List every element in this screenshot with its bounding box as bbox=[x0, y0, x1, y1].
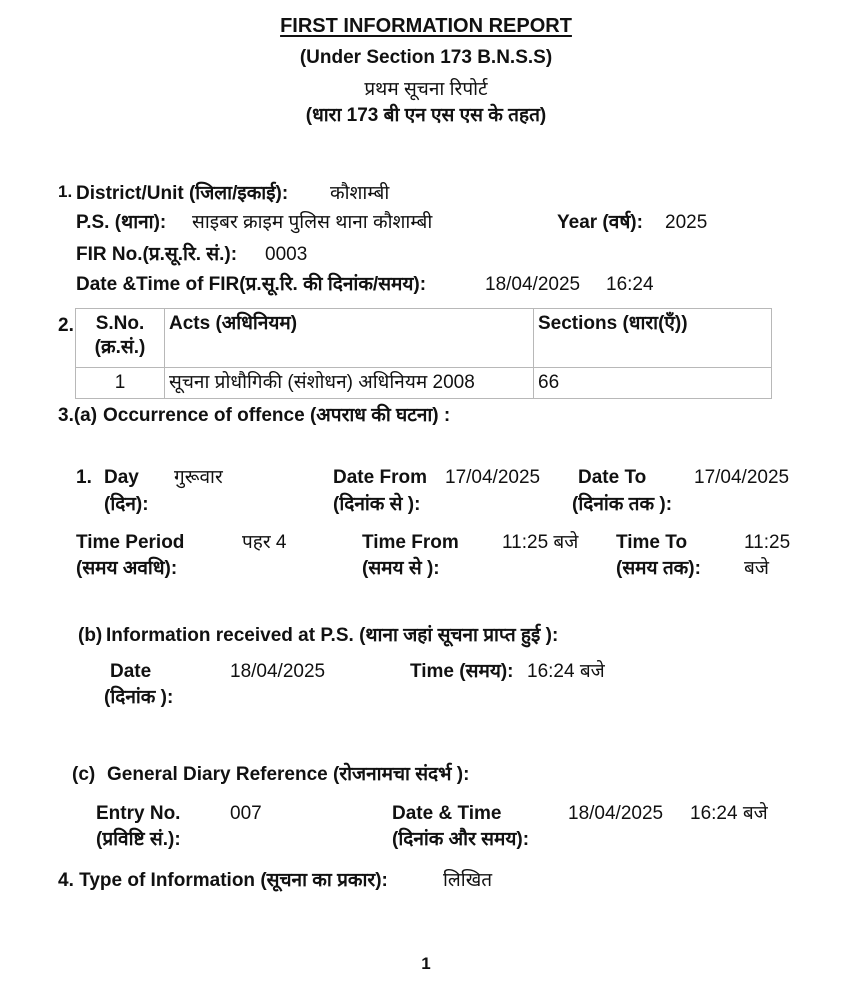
section-1-number: 1. bbox=[58, 182, 73, 201]
year-label: Year (वर्ष): bbox=[557, 212, 643, 233]
received-date-value: 18/04/2025 bbox=[230, 661, 326, 682]
section-3a-label: 3.(a) bbox=[58, 405, 98, 426]
date-to-label-hindi: (दिनांक तक ): bbox=[572, 494, 673, 515]
page-number: 1 bbox=[421, 954, 431, 973]
col-header-sections: Sections (धारा(एँ)) bbox=[534, 309, 772, 368]
report-subtitle: (Under Section 173 B.N.S.S) bbox=[299, 47, 553, 68]
fir-time-value: 16:24 bbox=[606, 274, 654, 295]
time-period-label-hindi: (समय अवधि): bbox=[76, 558, 178, 579]
gd-datetime-label: Date & Time bbox=[392, 803, 502, 824]
received-date-label: Date bbox=[110, 661, 152, 682]
col-header-acts: Acts (अधिनियम) bbox=[165, 309, 534, 368]
fir-number-label: FIR No.(प्र.सू.रि. सं.): bbox=[76, 244, 238, 265]
acts-table bbox=[75, 308, 772, 399]
time-from-label-hindi: (समय से ): bbox=[362, 558, 440, 579]
table-header-row bbox=[76, 309, 772, 368]
gd-date-value: 18/04/2025 bbox=[568, 803, 664, 824]
time-to-label: Time To bbox=[616, 532, 688, 553]
time-from-label: Time From bbox=[362, 532, 459, 553]
entry-number-label-hindi: (प्रविष्टि सं.): bbox=[96, 829, 181, 850]
cell-sno: 1 bbox=[76, 368, 165, 399]
time-to-value-unit: बजे bbox=[744, 558, 769, 579]
gd-reference-heading: General Diary Reference (रोजनामचा संदर्भ ): bbox=[107, 764, 470, 785]
time-to-label-hindi: (समय तक): bbox=[616, 558, 701, 579]
date-from-label: Date From bbox=[333, 467, 427, 488]
section-2-number: 2. bbox=[58, 315, 74, 336]
report-subtitle-hindi: (धारा 173 बी एन एस एस के तहत) bbox=[305, 105, 547, 126]
received-time-label: Time (समय): bbox=[410, 661, 514, 682]
information-type-value: लिखित bbox=[443, 870, 493, 891]
col-header-sno-text: S.No. (क्र.सं.) bbox=[94, 313, 146, 358]
fir-date-value: 18/04/2025 bbox=[485, 274, 581, 295]
police-station-value: साइबर क्राइम पुलिस थाना कौशाम्बी bbox=[192, 212, 433, 233]
police-station-label: P.S. (थाना): bbox=[76, 212, 167, 233]
date-from-label-hindi: (दिनांक से ): bbox=[333, 494, 421, 515]
received-time-value: 16:24 बजे bbox=[527, 661, 605, 682]
time-from-value: 11:25 बजे bbox=[502, 532, 579, 553]
section-3c-label: (c) bbox=[72, 764, 96, 785]
date-from-value: 17/04/2025 bbox=[445, 467, 541, 488]
report-title: FIRST INFORMATION REPORT bbox=[280, 15, 572, 37]
cell-act: सूचना प्रोधौगिकी (संशोधन) अधिनियम 2008 bbox=[165, 368, 534, 399]
col-header-sno bbox=[76, 309, 165, 368]
cell-section: 66 bbox=[534, 368, 772, 399]
info-received-heading: Information received at P.S. (थाना जहां सूचना प्राप्त हुई ): bbox=[106, 625, 559, 646]
gd-datetime-label-hindi: (दिनांक और समय): bbox=[392, 829, 530, 850]
fir-number-value: 0003 bbox=[265, 244, 308, 265]
time-to-value: 11:25 bbox=[744, 532, 791, 553]
date-to-value: 17/04/2025 bbox=[694, 467, 790, 488]
occurrence-item-number: 1. bbox=[76, 467, 92, 488]
section-3b-label: (b) bbox=[78, 625, 103, 646]
report-title-hindi: प्रथम सूचना रिपोर्ट bbox=[364, 79, 488, 100]
occurrence-heading: Occurrence of offence (अपराध की घटना) : bbox=[103, 405, 451, 426]
entry-number-value: 007 bbox=[230, 803, 262, 824]
day-label-hindi: (दिन): bbox=[104, 494, 149, 515]
gd-time-value: 16:24 बजे bbox=[690, 803, 768, 824]
day-label: Day bbox=[104, 467, 139, 488]
information-type-label: 4. Type of Information (सूचना का प्रकार): bbox=[58, 870, 388, 891]
day-value: गुरूवार bbox=[174, 467, 223, 488]
district-label: District/Unit (जिला/इकाई): bbox=[76, 183, 289, 204]
received-date-label-hindi: (दिनांक ): bbox=[104, 687, 174, 708]
time-period-value: पहर 4 bbox=[242, 532, 287, 553]
table-row bbox=[76, 368, 772, 399]
date-to-label: Date To bbox=[578, 467, 647, 488]
entry-number-label: Entry No. bbox=[96, 803, 181, 824]
fir-datetime-label: Date &Time of FIR(प्र.सू.रि. की दिनांक/समय): bbox=[76, 274, 427, 295]
time-period-label: Time Period bbox=[76, 532, 185, 553]
district-value: कौशाम्बी bbox=[330, 183, 390, 204]
year-value: 2025 bbox=[665, 212, 708, 233]
